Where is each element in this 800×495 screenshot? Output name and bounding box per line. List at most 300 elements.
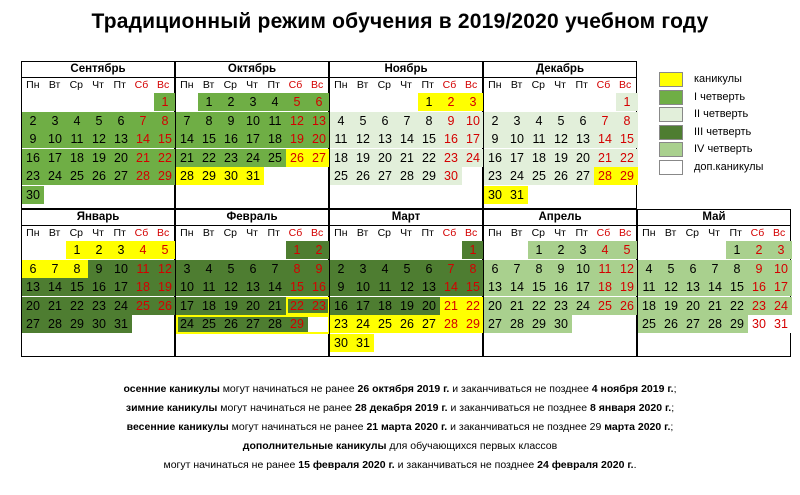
day-cell: 31	[110, 315, 132, 333]
weekday-label: Ср	[69, 227, 84, 239]
note-text: осенние каникулы	[123, 383, 220, 395]
weekday-label: Чт	[400, 227, 412, 239]
day-cell: 26	[660, 315, 682, 333]
weekday-label: Вс	[311, 227, 324, 239]
day-cell: 22	[418, 149, 440, 167]
day-cell: 26	[352, 167, 374, 185]
day-cell: 26	[88, 167, 110, 185]
day-cell: 11	[594, 260, 616, 278]
day-cell: 15	[286, 278, 308, 296]
day-cell: 16	[550, 278, 572, 296]
day-cell: 2	[550, 241, 572, 259]
day-cell: 10	[572, 260, 594, 278]
weekday-header	[330, 226, 482, 241]
day-cell: 24	[44, 167, 66, 185]
day-cell: 22	[528, 297, 550, 315]
day-cell: 4	[132, 241, 154, 259]
day-cell: 12	[660, 278, 682, 296]
day-cell: 13	[22, 278, 44, 296]
note-text: .	[633, 459, 637, 471]
day-cell: 10	[110, 260, 132, 278]
day-cell: 18	[198, 297, 220, 315]
weekday-label: Сб	[596, 227, 611, 239]
day-cell: 5	[616, 241, 638, 259]
day-cell: 10	[506, 130, 528, 148]
day-cell: 9	[330, 278, 352, 296]
weekday-label: Сб	[442, 79, 457, 91]
note-text: и заканчиваться не позднее	[447, 402, 590, 414]
day-cell: 10	[352, 278, 374, 296]
note-text: ;	[671, 402, 675, 414]
day-cell: 27	[242, 315, 264, 333]
day-cell: 30	[484, 186, 506, 204]
day-cell: 2	[484, 112, 506, 130]
day-cell: 10	[462, 112, 484, 130]
day-cell: 20	[682, 297, 704, 315]
month-9	[637, 209, 791, 357]
page-title: Традиционный режим обучения в 2019/2020 учебном году	[91, 10, 709, 33]
weekday-label: Вс	[465, 227, 478, 239]
day-cell: 26	[154, 297, 176, 315]
day-cell: 1	[418, 93, 440, 111]
day-cell: 25	[66, 167, 88, 185]
note-line	[0, 418, 800, 437]
day-cell: 3	[462, 93, 484, 111]
day-cell: 19	[154, 278, 176, 296]
day-cell: 25	[132, 297, 154, 315]
day-cell: 9	[308, 260, 330, 278]
day-cell: 28	[704, 315, 726, 333]
day-cell: 1	[286, 241, 308, 259]
month-3	[329, 61, 483, 209]
month-1	[21, 61, 175, 209]
day-cell: 4	[374, 260, 396, 278]
note-text: 4 ноября 2019 г.	[591, 383, 674, 395]
day-cell: 17	[110, 278, 132, 296]
day-cell: 23	[88, 297, 110, 315]
day-cell: 19	[286, 130, 308, 148]
day-cell: 8	[418, 112, 440, 130]
weekday-label: Чт	[92, 79, 104, 91]
day-cell: 9	[484, 130, 506, 148]
weekday-label: Пн	[642, 227, 656, 239]
weekday-label: Вс	[773, 227, 786, 239]
note-text: 15 февраля 2020 г.	[298, 459, 395, 471]
month-name: Февраль	[176, 210, 328, 226]
day-cell: 16	[330, 297, 352, 315]
day-cell: 23	[550, 297, 572, 315]
month-name: Ноябрь	[330, 62, 482, 78]
day-cell: 22	[286, 297, 308, 315]
weekday-header	[22, 78, 174, 93]
weekday-label: Пн	[488, 227, 502, 239]
day-cell: 18	[132, 278, 154, 296]
legend-swatch	[659, 90, 683, 105]
note-text: марта 2020 г.	[604, 421, 671, 433]
day-cell: 31	[770, 315, 792, 333]
day-cell: 18	[374, 297, 396, 315]
day-cell: 25	[264, 149, 286, 167]
day-cell: 17	[44, 149, 66, 167]
day-cell: 17	[506, 149, 528, 167]
weekday-label: Вт	[202, 227, 215, 239]
day-cell: 26	[286, 149, 308, 167]
note-text: весенние каникулы	[126, 421, 229, 433]
weekday-header	[484, 78, 636, 93]
day-cell: 18	[594, 278, 616, 296]
weekday-label: Пн	[334, 79, 348, 91]
weekday-label: Вс	[465, 79, 478, 91]
legend-item	[656, 124, 786, 142]
weekday-label: Вт	[48, 227, 61, 239]
day-cell: 17	[352, 297, 374, 315]
day-cell: 5	[286, 93, 308, 111]
day-cell: 30	[88, 315, 110, 333]
day-cell: 8	[198, 112, 220, 130]
legend-item	[656, 106, 786, 124]
note-line	[0, 399, 800, 418]
month-name: Январь	[22, 210, 174, 226]
day-cell: 2	[748, 241, 770, 259]
day-cell: 28	[440, 315, 462, 333]
day-cell: 30	[330, 334, 352, 352]
weekday-label: Вс	[619, 79, 632, 91]
day-cell: 3	[176, 260, 198, 278]
day-cell: 2	[220, 93, 242, 111]
day-cell: 21	[704, 297, 726, 315]
day-cell: 16	[440, 130, 462, 148]
month-name: Март	[330, 210, 482, 226]
day-cell: 30	[440, 167, 462, 185]
day-cell: 21	[264, 297, 286, 315]
weekday-label: Чт	[246, 79, 258, 91]
weekday-label: Чт	[400, 79, 412, 91]
weekday-label: Ср	[223, 227, 238, 239]
weekday-label: Ср	[531, 227, 546, 239]
day-cell: 11	[638, 278, 660, 296]
month-8	[483, 209, 637, 357]
day-cell: 19	[550, 149, 572, 167]
day-cell: 14	[132, 130, 154, 148]
legend-label: III четверть	[694, 125, 752, 138]
day-cell: 16	[22, 149, 44, 167]
weekday-label: Пн	[26, 79, 40, 91]
weekday-label: Вт	[48, 79, 61, 91]
day-cell: 22	[462, 297, 484, 315]
day-cell: 24	[352, 315, 374, 333]
day-cell: 14	[506, 278, 528, 296]
day-cell: 12	[352, 130, 374, 148]
day-cell: 9	[220, 112, 242, 130]
day-cell: 31	[242, 167, 264, 185]
legend-label: доп.каникулы	[694, 160, 764, 173]
day-cell: 14	[44, 278, 66, 296]
day-cell: 20	[308, 130, 330, 148]
day-cell: 3	[242, 93, 264, 111]
legend-item	[656, 71, 786, 89]
day-cell: 15	[154, 130, 176, 148]
day-cell: 14	[396, 130, 418, 148]
note-text: 21 марта 2020 г.	[366, 421, 448, 433]
day-cell: 13	[418, 278, 440, 296]
day-cell: 7	[44, 260, 66, 278]
day-cell: 29	[286, 315, 308, 333]
day-cell: 23	[22, 167, 44, 185]
weekday-label: Пт	[421, 227, 434, 239]
day-cell: 12	[220, 278, 242, 296]
day-cell: 23	[330, 315, 352, 333]
day-cell: 29	[66, 315, 88, 333]
day-cell: 12	[286, 112, 308, 130]
day-cell: 9	[440, 112, 462, 130]
day-cell: 15	[726, 278, 748, 296]
day-cell: 19	[220, 297, 242, 315]
note-text: могут начинаться не ранее	[163, 459, 299, 471]
day-cell: 19	[352, 149, 374, 167]
day-cell: 3	[44, 112, 66, 130]
day-cell: 21	[132, 149, 154, 167]
weekday-header	[176, 78, 328, 93]
day-cell: 6	[242, 260, 264, 278]
day-cell: 10	[770, 260, 792, 278]
day-cell: 5	[220, 260, 242, 278]
day-cell: 9	[748, 260, 770, 278]
day-cell: 24	[242, 149, 264, 167]
day-cell: 29	[726, 315, 748, 333]
day-cell: 27	[418, 315, 440, 333]
extra-holiday-outline	[176, 315, 330, 334]
day-cell: 29	[418, 167, 440, 185]
day-cell: 6	[572, 112, 594, 130]
day-cell: 7	[594, 112, 616, 130]
day-cell: 6	[682, 260, 704, 278]
weekday-label: Сб	[288, 79, 303, 91]
day-cell: 28	[506, 315, 528, 333]
month-5	[21, 209, 175, 357]
weekday-label: Пт	[113, 79, 126, 91]
legend-swatch	[659, 142, 683, 157]
day-cell: 17	[770, 278, 792, 296]
day-cell: 23	[440, 149, 462, 167]
day-cell: 26	[616, 297, 638, 315]
weekday-label: Вс	[157, 79, 170, 91]
day-cell: 16	[308, 278, 330, 296]
day-cell: 8	[462, 260, 484, 278]
day-cell: 20	[572, 149, 594, 167]
month-name: Апрель	[484, 210, 636, 226]
day-cell: 12	[550, 130, 572, 148]
weekday-label: Чт	[554, 79, 566, 91]
month-name: Май	[638, 210, 790, 226]
weekday-header	[176, 226, 328, 241]
weekday-label: Пн	[180, 79, 194, 91]
day-cell: 8	[154, 112, 176, 130]
weekday-label: Сб	[288, 227, 303, 239]
weekday-label: Ср	[69, 79, 84, 91]
extra-holiday-outline	[286, 297, 330, 316]
day-cell: 20	[374, 149, 396, 167]
legend-label: II четверть	[694, 108, 749, 120]
day-cell: 25	[330, 167, 352, 185]
day-cell: 9	[22, 130, 44, 148]
weekday-label: Вт	[664, 227, 677, 239]
legend-label: каникулы	[694, 73, 742, 85]
day-cell: 7	[440, 260, 462, 278]
day-cell: 1	[154, 93, 176, 111]
day-cell: 18	[638, 297, 660, 315]
day-cell: 20	[242, 297, 264, 315]
day-cell: 6	[308, 93, 330, 111]
note-text: 24 февраля 2020 г.	[537, 459, 634, 471]
day-cell: 16	[748, 278, 770, 296]
day-cell: 23	[484, 167, 506, 185]
day-cell: 7	[132, 112, 154, 130]
weekday-label: Пн	[488, 79, 502, 91]
day-cell: 13	[242, 278, 264, 296]
weekday-label: Пт	[267, 227, 280, 239]
day-cell: 26	[396, 315, 418, 333]
day-cell: 27	[682, 315, 704, 333]
day-cell: 1	[198, 93, 220, 111]
day-cell: 3	[352, 260, 374, 278]
day-cell: 8	[726, 260, 748, 278]
weekday-label: Пн	[334, 227, 348, 239]
day-cell: 12	[88, 130, 110, 148]
day-cell: 4	[594, 241, 616, 259]
day-cell: 11	[264, 112, 286, 130]
day-cell: 25	[594, 297, 616, 315]
weekday-label: Вт	[202, 79, 215, 91]
day-cell: 14	[264, 278, 286, 296]
day-cell: 20	[484, 297, 506, 315]
note-line	[0, 380, 800, 399]
legend-item	[656, 141, 786, 159]
note-text: 8 января 2020 г.	[590, 402, 672, 414]
weekday-label: Вт	[356, 79, 369, 91]
day-cell: 25	[374, 315, 396, 333]
day-cell: 6	[374, 112, 396, 130]
day-cell: 2	[22, 112, 44, 130]
day-cell: 14	[440, 278, 462, 296]
day-cell: 13	[484, 278, 506, 296]
day-cell: 10	[44, 130, 66, 148]
day-cell: 29	[616, 167, 638, 185]
day-cell: 17	[462, 130, 484, 148]
day-cell: 5	[396, 260, 418, 278]
weekday-label: Вт	[510, 227, 523, 239]
weekday-label: Вт	[356, 227, 369, 239]
note-text: 26 октября 2019 г.	[357, 383, 450, 395]
day-cell: 3	[770, 241, 792, 259]
day-cell: 12	[396, 278, 418, 296]
day-cell: 31	[352, 334, 374, 352]
day-cell: 13	[374, 130, 396, 148]
legend-item	[656, 89, 786, 107]
weekday-label: Ср	[531, 79, 546, 91]
day-cell: 8	[616, 112, 638, 130]
day-cell: 11	[198, 278, 220, 296]
weekday-label: Пн	[26, 227, 40, 239]
day-cell: 25	[198, 315, 220, 333]
note-text: ;	[670, 421, 674, 433]
day-cell: 4	[638, 260, 660, 278]
day-cell: 29	[462, 315, 484, 333]
day-cell: 6	[484, 260, 506, 278]
weekday-header	[330, 78, 482, 93]
day-cell: 23	[308, 297, 330, 315]
day-cell: 15	[616, 130, 638, 148]
day-cell: 1	[616, 93, 638, 111]
day-cell: 4	[198, 260, 220, 278]
day-cell: 27	[110, 167, 132, 185]
day-cell: 5	[550, 112, 572, 130]
weekday-label: Вс	[157, 227, 170, 239]
weekday-label: Ср	[685, 227, 700, 239]
day-cell: 2	[440, 93, 462, 111]
day-cell: 24	[506, 167, 528, 185]
weekday-label: Сб	[134, 227, 149, 239]
legend-label: I четверть	[694, 90, 746, 103]
weekday-label: Пт	[575, 227, 588, 239]
legend-swatch	[659, 107, 683, 122]
day-cell: 10	[242, 112, 264, 130]
day-cell: 13	[308, 112, 330, 130]
day-cell: 28	[176, 167, 198, 185]
weekday-label: Сб	[442, 227, 457, 239]
day-cell: 22	[616, 149, 638, 167]
day-cell: 17	[572, 278, 594, 296]
day-cell: 9	[550, 260, 572, 278]
day-cell: 3	[110, 241, 132, 259]
day-cell: 2	[330, 260, 352, 278]
note-text: дополнительные каникулы	[242, 440, 387, 452]
day-cell: 4	[66, 112, 88, 130]
day-cell: 7	[264, 260, 286, 278]
day-cell: 20	[110, 149, 132, 167]
note-text: зимние каникулы	[125, 402, 218, 414]
day-cell: 29	[154, 167, 176, 185]
day-cell: 22	[198, 149, 220, 167]
day-cell: 8	[528, 260, 550, 278]
weekday-label: Чт	[246, 227, 258, 239]
day-cell: 24	[770, 297, 792, 315]
month-6	[175, 209, 329, 357]
day-cell: 19	[396, 297, 418, 315]
day-cell: 12	[616, 260, 638, 278]
weekday-label: Чт	[92, 227, 104, 239]
day-cell: 28	[594, 167, 616, 185]
day-cell: 27	[308, 149, 330, 167]
month-2	[175, 61, 329, 209]
legend-swatch	[659, 125, 683, 140]
day-cell: 28	[44, 315, 66, 333]
day-cell: 8	[66, 260, 88, 278]
day-cell: 17	[242, 130, 264, 148]
weekday-label: Пт	[575, 79, 588, 91]
day-cell: 19	[660, 297, 682, 315]
day-cell: 19	[88, 149, 110, 167]
day-cell: 23	[748, 297, 770, 315]
day-cell: 11	[66, 130, 88, 148]
day-cell: 4	[264, 93, 286, 111]
day-cell: 1	[66, 241, 88, 259]
day-cell: 31	[506, 186, 528, 204]
weekday-label: Пт	[729, 227, 742, 239]
day-cell: 27	[22, 315, 44, 333]
month-7	[329, 209, 483, 357]
legend-item	[656, 159, 786, 177]
day-cell: 27	[484, 315, 506, 333]
